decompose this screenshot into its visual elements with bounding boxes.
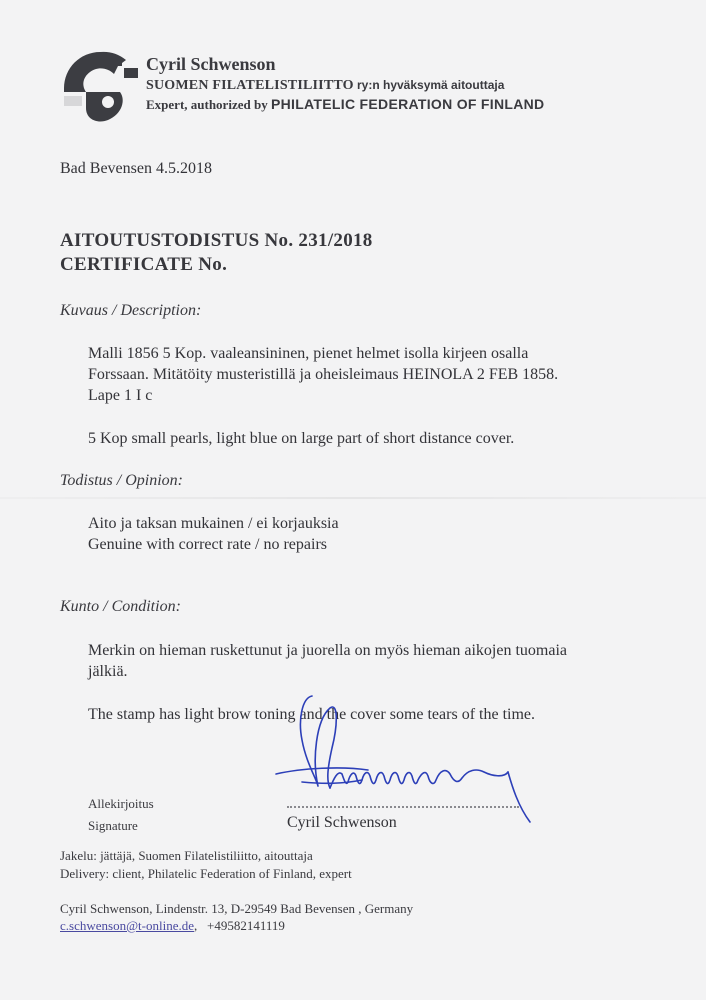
signature-label-fi: Allekirjoitus [88,796,154,811]
description-fi-line2: Forssaan. Mitätöity musteristillä ja oheisleimaus HEINOLA 2 FEB 1858. [88,366,559,383]
opinion-en-line: Genuine with correct rate / no repairs [88,536,328,553]
expert-name: Cyril Schwenson [146,54,276,74]
distribution-fi: Jakelu: jättäjä, Suomen Filatelistiliitto, aitouttaja [60,848,313,863]
description-en-line: 5 Kop small pearls, light blue on large part of short distance cover. [88,430,515,447]
signature-label-en: Signature [88,818,138,833]
opinion-heading: Todistus / Opinion: [60,472,183,489]
description-fi-line3: Lape 1 I c [88,387,153,404]
opinion-fi-line: Aito ja taksan mukainen / ei korjauksia [88,515,339,532]
certificate-title-fi: AITOUTUSTODISTUS No. 231/2018 [60,230,373,251]
org-finnish-suffix: ry:n hyväksymä aitouttaja [357,78,505,92]
condition-heading: Kunto / Condition: [60,598,181,615]
condition-en-line: The stamp has light brow toning and the cover some tears of the time. [88,706,535,723]
footer-email-link[interactable]: c.schwenson@t-online.de [60,918,194,933]
distribution-en: Delivery: client, Philatelic Federation of Finland, expert [60,866,352,881]
footer-phone: +49582141119 [207,918,285,933]
footer-contact: c.schwenson@t-online.de, +49582141119 [60,918,285,933]
header-authorization [146,96,544,113]
description-fi-line1: Malli 1856 5 Kop. vaaleansininen, pienet helmet isolla kirjeen osalla [88,345,529,362]
condition-fi-line1: Merkin on hieman ruskettunut ja juorella on myös hieman aikojen tuomaia [88,642,567,659]
signatory-name: Cyril Schwenson [287,814,397,831]
place-date: Bad Bevensen 4.5.2018 [60,160,212,177]
federation-name: PHILATELIC FEDERATION OF FINLAND [270,96,545,112]
paper-fold [0,497,706,499]
description-heading: Kuvaus / Description: [60,302,202,319]
header-organization [146,77,504,94]
signature-line [287,806,519,808]
handwritten-signature [272,690,532,830]
federation-logo-icon [60,50,140,126]
org-finnish: SUOMEN FILATELISTILIITTO [146,78,354,93]
footer-address: Cyril Schwenson, Lindenstr. 13, D-29549 Bad Bevensen , Germany [60,901,414,916]
certificate-title-en: CERTIFICATE No. [60,254,228,275]
expert-prefix: Expert, authorized by [146,97,268,112]
condition-fi-line2: jälkiä. [88,663,128,680]
